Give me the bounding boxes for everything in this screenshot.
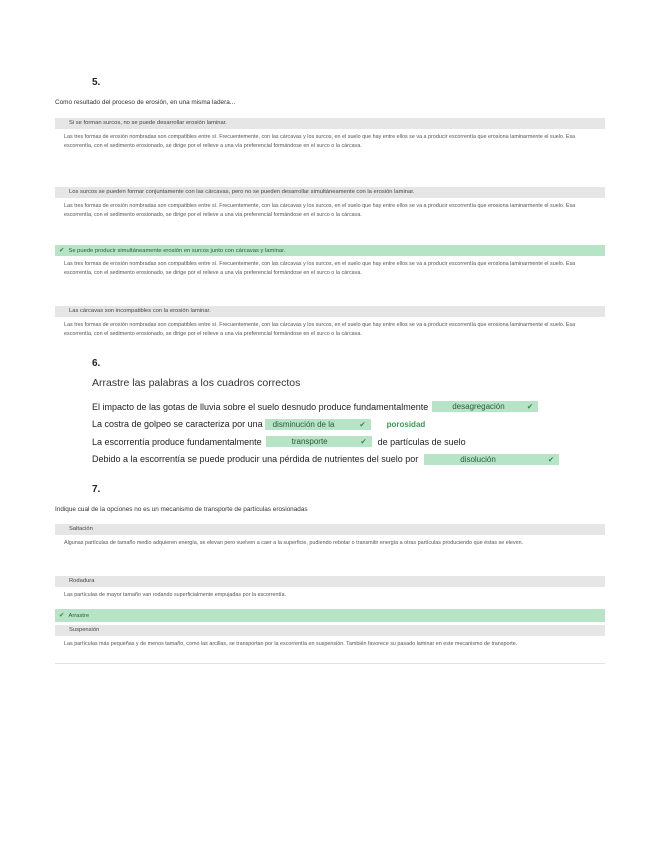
- q5-option-a[interactable]: [55, 118, 605, 129]
- sentence-text: Debido a la escorrentía se puede producir una pérdida de nutrientes del suelo por: [92, 454, 419, 465]
- sentence-text: La escorrentía produce fundamentalmente: [92, 436, 262, 447]
- option-label: Rodadura: [69, 578, 95, 584]
- option-label: Si se forman surcos, no se puede desarrollar erosión laminar.: [69, 120, 227, 126]
- q7-option-a[interactable]: [55, 524, 605, 535]
- dropped-word: disolución: [460, 454, 496, 464]
- checkmark-icon: ✔: [59, 247, 65, 254]
- q7-option-b[interactable]: [55, 576, 605, 587]
- drop-zone-1[interactable]: [432, 401, 538, 412]
- option-label: Suspensión: [69, 627, 100, 633]
- drag-row-3: [92, 433, 612, 451]
- option-label: Se puede producir simultáneamente erosión en surcos junto con cárcavas y laminar.: [68, 248, 286, 254]
- checkmark-icon: ✔: [359, 419, 366, 429]
- drag-drop-question: [92, 377, 612, 468]
- question-6-number: 6.: [92, 358, 101, 369]
- question-5-number: 5.: [92, 77, 101, 88]
- sentence-text-after: de partículas de suelo: [377, 436, 466, 447]
- checkmark-icon: ✔: [59, 612, 65, 619]
- question-5-stem: Como resultado del proceso de erosión, en una misma ladera...: [55, 99, 236, 106]
- q5-feedback-b: Las tres formas de erosión nombradas son compatibles entre sí. Frecuentemente, con las cárcavas y los surcos, en el suelo que hay entre ellos se va a producir escorrentía que erosiona laminarmente el suelo. Esa escorrentía, con el sedimento erosionado, se dirige por el relieve a una vía preferencial formándose en el surco o la cárcava.: [64, 203, 576, 218]
- drag-drop-title: Arrastre las palabras a los cuadros correctos: [92, 377, 301, 389]
- q5-feedback-a: Las tres formas de erosión nombradas son compatibles entre sí. Frecuentemente, con las cárcavas y los surcos, en el suelo que hay entre ellos se va a producir escorrentía que erosiona laminarmente el suelo. Esa escorrentía, con el sedimento erosionado, se dirige por el relieve a una vía preferencial formándose en el surco o la cárcava.: [64, 134, 576, 149]
- question-7-stem: Indique cual de la opciones no es un mecanismo de transporte de partículas erosionadas: [55, 506, 308, 513]
- q5-feedback-d: Las tres formas de erosión nombradas son compatibles entre sí. Frecuentemente, con las cárcavas y los surcos, en el suelo que hay entre ellos se va a producir escorrentía que erosiona laminarmente el suelo. Esa escorrentía, con el sedimento erosionado, se dirige por el relieve a una vía preferencial formándose en el surco o la cárcava.: [64, 322, 576, 337]
- question-7-options: [55, 524, 605, 664]
- drop-zone-4[interactable]: [424, 454, 559, 465]
- option-label: Las cárcavas son incompatibles con la erosión laminar.: [69, 308, 211, 314]
- drop-zone-3[interactable]: [266, 436, 372, 447]
- dropped-word: disminución de la: [272, 419, 335, 429]
- option-label: Arrastre: [68, 613, 90, 619]
- checkmark-icon: ✔: [547, 454, 555, 464]
- drag-row-4: [92, 451, 612, 469]
- option-label: Los surcos se pueden formar conjuntamente con las cárcavas, pero no se pueden desarrollar simultáneamente con la erosión laminar.: [69, 189, 415, 195]
- drag-row-2: [92, 416, 612, 434]
- q7-option-d[interactable]: [55, 625, 605, 636]
- q5-option-c[interactable]: [55, 245, 605, 256]
- sentence-text: El impacto de las gotas de lluvia sobre el suelo desnudo produce fundamentalmente: [92, 401, 429, 412]
- q7-feedback-d: Las partículas más pequeñas y de menos tamaño, como las arcillas, se transportan por la escorrentía en suspensión. También favorece su pasado laminar en este mecanismo de transporte.: [55, 636, 605, 664]
- sentence-text: La costra de golpeo se caracteriza por una: [92, 419, 263, 430]
- q7-option-c[interactable]: [55, 609, 605, 622]
- drag-row-1: [92, 398, 612, 416]
- dropped-word: transporte: [291, 437, 328, 447]
- q5-option-b[interactable]: [55, 187, 605, 198]
- option-label: Saltación: [69, 526, 93, 532]
- q5-feedback-c: Las tres formas de erosión nombradas son compatibles entre sí. Frecuentemente, con las cárcavas y los surcos, en el suelo que hay entre ellos se va a producir escorrentía que erosiona laminarmente el suelo. Esa escorrentía, con el sedimento erosionado, se dirige por el relieve a una vía preferencial formándose en el surco o la cárcava.: [64, 261, 576, 276]
- checkmark-icon: ✔: [360, 437, 367, 447]
- q7-feedback-a: Algunas partículas de tamaño medio adquieren energía, se elevan pero vuelven a caer a la superficie, pudiendo rebotar o transmitir energía a otras partículas produciendo que éstas se eleven.: [64, 540, 524, 546]
- q5-option-d[interactable]: [55, 306, 605, 317]
- question-7-number: 7.: [92, 484, 101, 495]
- dropped-word: desagregación: [452, 402, 505, 412]
- checkmark-icon: ✔: [526, 402, 534, 412]
- q7-feedback-b: Las partículas de mayor tamaño van rodando superficialmente empujadas por la escorrentía.: [64, 592, 287, 598]
- drop-zone-2[interactable]: [265, 419, 371, 430]
- question-5-options: [55, 118, 605, 357]
- draggable-word[interactable]: porosidad: [386, 419, 426, 429]
